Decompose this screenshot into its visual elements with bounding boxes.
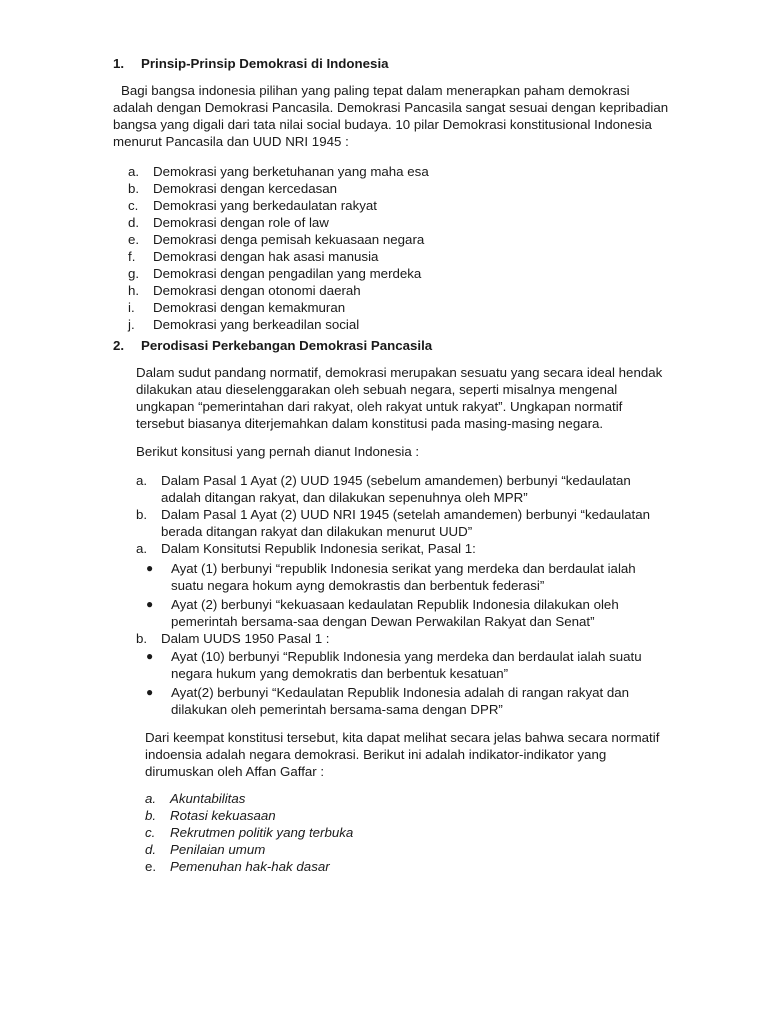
list-item: a. Dalam Pasal 1 Ayat (2) UUD 1945 (sebelum amandemen) berbunyi “kedaulatan adalah ditangan rakyat, dan dilakukan sepenuhnya oleh MPR” [136,473,631,505]
bullet-icon: ● [146,597,154,611]
list-item: b. Dalam UUDS 1950 Pasal 1 : [136,631,330,646]
section-2-paragraph-3: Dari keempat konstitusi tersebut, kita dapat melihat secara jelas bahwa secara normatif indoensia adalah negara demokrasi. Berikut ini adalah indikator-indikator yang dirumuskan oleh Affan Gaffar : [145,730,660,779]
constitutions-list [136,472,671,557]
section-2-paragraph-1: Dalam sudut pandang normatif, demokrasi merupakan sesuatu yang secara ideal hendak dilakukan atau dieselenggarakan oleh sebuah negara, seperti misalnya mengenal ungkapan “pemerintahan dari rakyat, oleh rakyat untuk rakyat”. Ungkapan normatif tersebut biasanya diterjemahkan dalam konstitusi pada masing-masing negara. [136,365,663,431]
list-item: f. Demokrasi dengan hak asasi manusia [128,249,379,264]
list-item: ● Ayat (2) berbunyi “kekuasaan kedaulatan Republik Indonesia dilakukan oleh pemerintah bersama-saa dengan Dewan Perwakilan Rakyat dan Senat” [146,597,619,629]
bullet-icon: ● [146,649,154,663]
list-item: g. Demokrasi dengan pengadilan yang merdeka [128,266,422,281]
section-2-number: 2. [113,338,125,353]
list-item: d. Demokrasi dengan role of law [128,215,329,230]
list-item: c. Demokrasi yang berkedaulatan rakyat [128,198,377,213]
bullet-icon: ● [146,561,154,575]
list-item: i. Demokrasi dengan kemakmuran [128,300,346,315]
indicators-list [145,790,645,875]
section-1-number: 1. [113,56,125,71]
list-item: ● Ayat(2) berbunyi “Kedaulatan Republik Indonesia adalah di rangan rakyat dan dilakukan oleh pemerintah bersama-sama dengan DPR” [146,685,630,717]
list-item: h. Demokrasi dengan otonomi daerah [128,283,361,298]
ris-bullets [146,560,671,630]
section-2-title: Perodisasi Perkebangan Demokrasi Pancasila [141,338,433,353]
list-item: b. Dalam Pasal 1 Ayat (2) UUD NRI 1945 (setelah amandemen) berbunyi “kedaulatan berada ditangan rakyat dan dilakukan menurut UUD” [136,507,651,539]
constitutions-list-cont [136,630,671,647]
list-item: a. Akuntabilitas [145,791,246,806]
section-2-paragraph-2: Berikut konsitusi yang pernah dianut Indonesia : [136,444,420,459]
list-item: j. Demokrasi yang berkeadilan social [128,317,360,332]
section-1-title: Prinsip-Prinsip Demokrasi di Indonesia [141,56,389,71]
list-item: d. Penilaian umum [145,842,266,857]
list-item: a. Demokrasi yang berketuhanan yang maha esa [128,164,429,179]
list-item: e. Pemenuhan hak-hak dasar [145,859,330,874]
uuds-bullets [146,648,671,718]
pillars-list [128,163,648,333]
list-item: ● Ayat (1) berbunyi “republik Indonesia serikat yang merdeka dan berdaulat ialah suatu negara hokum ayng demokrastis dan berbentuk federasi” [146,561,636,593]
list-item: b. Demokrasi dengan kercedasan [128,181,338,196]
list-item: e. Demokrasi denga pemisah kekuasaan negara [128,232,425,247]
list-item: a. Dalam Konsitutsi Republik Indonesia serikat, Pasal 1: [136,541,476,556]
list-item: b. Rotasi kekuasaan [145,808,276,823]
list-item: c. Rekrutmen politik yang terbuka [145,825,354,840]
bullet-icon: ● [146,685,154,699]
list-item: ● Ayat (10) berbunyi “Republik Indonesia yang merdeka dan berdaulat ialah suatu negara hukum yang demokratis dan berbentuk kesatuan” [146,649,642,681]
section-1-intro: Bagi bangsa indonesia pilihan yang paling tepat dalam menerapkan paham demokrasi adalah dengan Demokrasi Pancasila. Demokrasi Pancasila sangat sesuai dengan kepribadian bangsa yang digali dari tata nilai social budaya. 10 pilar Demokrasi konstitusional Indonesia menurut Pancasila dan UUD NRI 1945 : [113,83,669,149]
